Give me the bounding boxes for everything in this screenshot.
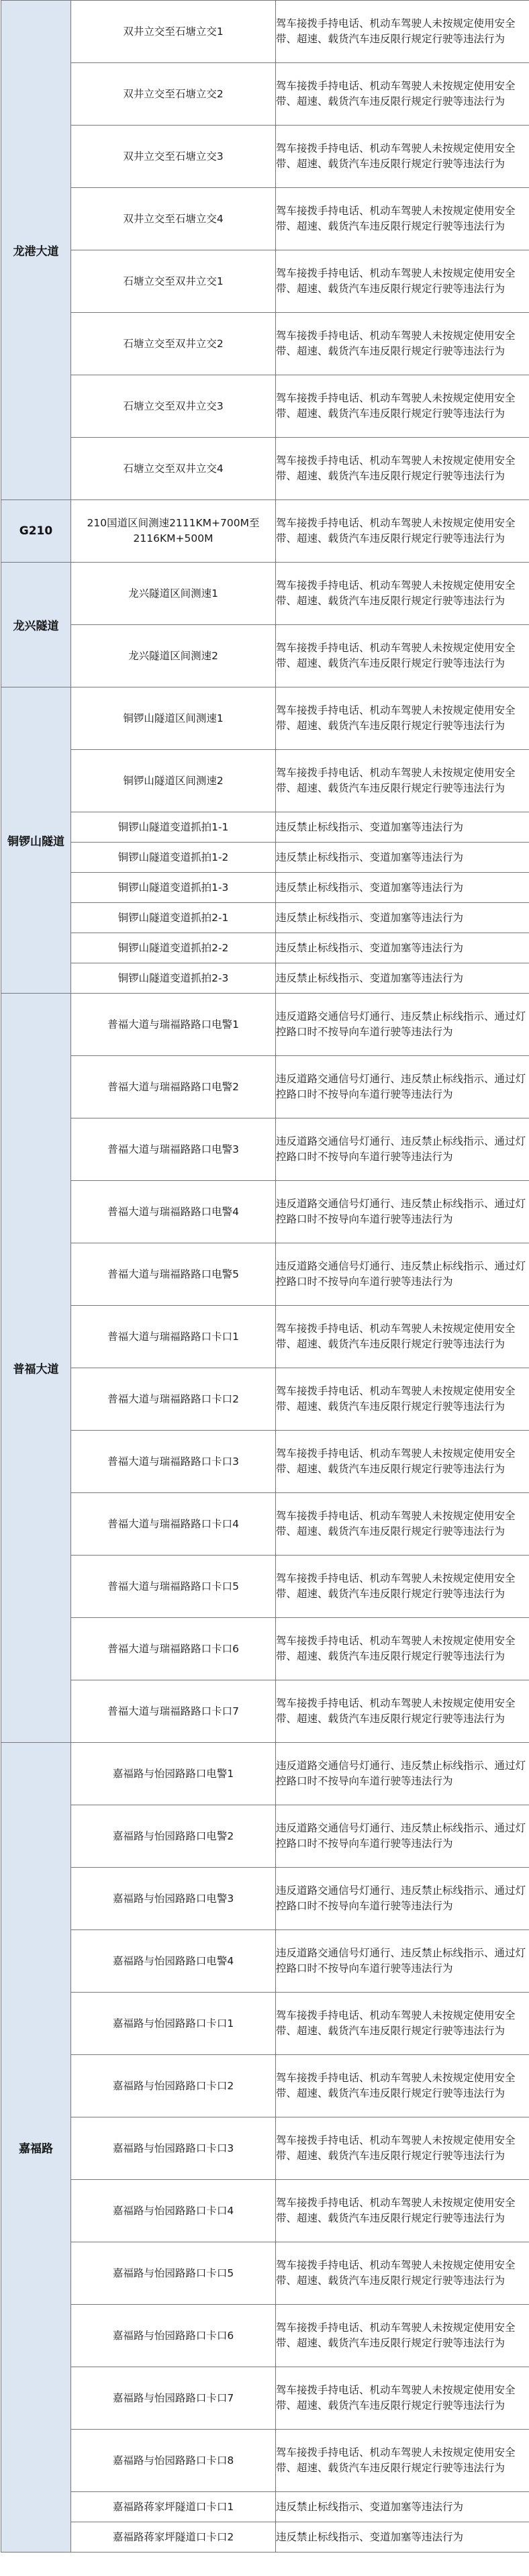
table-row bbox=[1, 1118, 529, 1181]
table-row bbox=[1, 375, 529, 438]
table-row bbox=[1, 933, 529, 963]
table-row bbox=[1, 1431, 529, 1493]
violation-behavior-cell: 驾车接拨手持电话、机动车驾驶人未按规定使用安全带、超速、载货汽车违反限行规定行驶等违法行为 bbox=[276, 188, 529, 250]
table-row bbox=[1, 903, 529, 933]
violation-behavior-cell: 驾车接拨手持电话、机动车驾驶人未按规定使用安全带、超速、载货汽车违反限行规定行驶等违法行为 bbox=[276, 2367, 529, 2430]
location-cell: 铜锣山隧道变道抓拍1-2 bbox=[71, 843, 276, 873]
location-cell: 嘉福路与怡园路路口卡口4 bbox=[71, 2180, 276, 2242]
violation-behavior-cell: 驾车接拨手持电话、机动车驾驶人未按规定使用安全带、超速、载货汽车违反限行规定行驶等违法行为 bbox=[276, 1306, 529, 1368]
location-cell: 铜锣山隧道变道抓拍2-3 bbox=[71, 963, 276, 994]
road-name-cell: 普福大道 bbox=[1, 994, 71, 1743]
violation-behavior-cell: 驾车接拨手持电话、机动车驾驶人未按规定使用安全带、超速、载货汽车违反限行规定行驶等违法行为 bbox=[276, 2305, 529, 2367]
violation-behavior-cell: 违反道路交通信号灯通行、违反禁止标线指示、通过灯控路口时不按导向车道行驶等违法行为 bbox=[276, 1743, 529, 1805]
violation-behavior-cell: 违反禁止标线指示、变道加塞等违法行为 bbox=[276, 933, 529, 963]
table-row bbox=[1, 1618, 529, 1680]
table-row bbox=[1, 2117, 529, 2180]
location-cell: 龙兴隧道区间测速1 bbox=[71, 563, 276, 625]
violation-behavior-cell: 驾车接拨手持电话、机动车驾驶人未按规定使用安全带、超速、载货汽车违反限行规定行驶等违法行为 bbox=[276, 2117, 529, 2180]
violation-behavior-cell: 驾车接拨手持电话、机动车驾驶人未按规定使用安全带、超速、载货汽车违反限行规定行驶等违法行为 bbox=[276, 1493, 529, 1556]
table-row bbox=[1, 1306, 529, 1368]
table-row bbox=[1, 500, 529, 563]
table-row bbox=[1, 1930, 529, 1993]
violation-behavior-cell: 驾车接拨手持电话、机动车驾驶人未按规定使用安全带、超速、载货汽车违反限行规定行驶等违法行为 bbox=[276, 375, 529, 438]
violation-behavior-cell: 驾车接拨手持电话、机动车驾驶人未按规定使用安全带、超速、载货汽车违反限行规定行驶等违法行为 bbox=[276, 313, 529, 375]
location-cell: 铜锣山隧道变道抓拍2-2 bbox=[71, 933, 276, 963]
table-row bbox=[1, 963, 529, 994]
table-row bbox=[1, 873, 529, 903]
location-cell: 嘉福路与怡园路路口电警1 bbox=[71, 1743, 276, 1805]
location-cell: 普福大道与瑞福路路口电警2 bbox=[71, 1056, 276, 1118]
violation-behavior-cell: 驾车接拨手持电话、机动车驾驶人未按规定使用安全带、超速、载货汽车违反限行规定行驶等违法行为 bbox=[276, 563, 529, 625]
table-row bbox=[1, 1056, 529, 1118]
table-row bbox=[1, 2492, 529, 2522]
location-cell: 铜锣山隧道变道抓拍1-1 bbox=[71, 812, 276, 843]
table-row bbox=[1, 994, 529, 1056]
road-name-cell: 龙兴隧道 bbox=[1, 563, 71, 687]
location-cell: 嘉福路蒋家坪隧道口卡口2 bbox=[71, 2522, 276, 2553]
table-row bbox=[1, 1, 529, 63]
violation-behavior-cell: 驾车接拨手持电话、机动车驾驶人未按规定使用安全带、超速、载货汽车违反限行规定行驶等违法行为 bbox=[276, 750, 529, 812]
location-cell: 铜锣山隧道变道抓拍1-3 bbox=[71, 873, 276, 903]
table-row bbox=[1, 63, 529, 126]
location-cell: 双井立交至石塘立交4 bbox=[71, 188, 276, 250]
location-cell: 普福大道与瑞福路路口电警4 bbox=[71, 1181, 276, 1243]
table-row bbox=[1, 843, 529, 873]
table-row bbox=[1, 2367, 529, 2430]
location-cell: 普福大道与瑞福路路口电警1 bbox=[71, 994, 276, 1056]
table-row bbox=[1, 1556, 529, 1618]
location-cell: 嘉福路与怡园路路口卡口6 bbox=[71, 2305, 276, 2367]
violation-behavior-cell: 违反道路交通信号灯通行、违反禁止标线指示、通过灯控路口时不按导向车道行驶等违法行为 bbox=[276, 1243, 529, 1306]
table-row bbox=[1, 1993, 529, 2055]
location-cell: 铜锣山隧道区间测速2 bbox=[71, 750, 276, 812]
table-row bbox=[1, 1493, 529, 1556]
table-row bbox=[1, 2055, 529, 2117]
violation-behavior-cell: 驾车接拨手持电话、机动车驾驶人未按规定使用安全带、超速、载货汽车违反限行规定行驶等违法行为 bbox=[276, 1368, 529, 1431]
violation-behavior-cell: 驾车接拨手持电话、机动车驾驶人未按规定使用安全带、超速、载货汽车违反限行规定行驶等违法行为 bbox=[276, 1618, 529, 1680]
violation-behavior-cell: 驾车接拨手持电话、机动车驾驶人未按规定使用安全带、超速、载货汽车违反限行规定行驶等违法行为 bbox=[276, 1431, 529, 1493]
violation-behavior-cell: 违反道路交通信号灯通行、违反禁止标线指示、通过灯控路口时不按导向车道行驶等违法行为 bbox=[276, 1118, 529, 1181]
location-cell: 嘉福路与怡园路路口卡口8 bbox=[71, 2430, 276, 2492]
violation-behavior-cell: 违反禁止标线指示、变道加塞等违法行为 bbox=[276, 963, 529, 994]
location-cell: 嘉福路与怡园路路口卡口2 bbox=[71, 2055, 276, 2117]
road-name-cell: G210 bbox=[1, 500, 71, 563]
violation-behavior-cell: 驾车接拨手持电话、机动车驾驶人未按规定使用安全带、超速、载货汽车违反限行规定行驶等违法行为 bbox=[276, 2242, 529, 2305]
location-cell: 普福大道与瑞福路路口卡口1 bbox=[71, 1306, 276, 1368]
violation-behavior-cell: 违反禁止标线指示、变道加塞等违法行为 bbox=[276, 843, 529, 873]
location-cell: 嘉福路与怡园路路口电警3 bbox=[71, 1868, 276, 1930]
table-row bbox=[1, 625, 529, 687]
location-cell: 普福大道与瑞福路路口卡口2 bbox=[71, 1368, 276, 1431]
location-cell: 210国道区间测速2111KM+700M至2116KM+500M bbox=[71, 500, 276, 563]
location-cell: 嘉福路与怡园路路口卡口7 bbox=[71, 2367, 276, 2430]
location-cell: 普福大道与瑞福路路口卡口4 bbox=[71, 1493, 276, 1556]
violation-behavior-cell: 驾车接拨手持电话、机动车驾驶人未按规定使用安全带、超速、载货汽车违反限行规定行驶等违法行为 bbox=[276, 500, 529, 563]
location-cell: 嘉福路与怡园路路口卡口1 bbox=[71, 1993, 276, 2055]
violation-behavior-cell: 违反禁止标线指示、变道加塞等违法行为 bbox=[276, 903, 529, 933]
location-cell: 普福大道与瑞福路路口卡口5 bbox=[71, 1556, 276, 1618]
table-row bbox=[1, 1743, 529, 1805]
location-cell: 普福大道与瑞福路路口卡口6 bbox=[71, 1618, 276, 1680]
location-cell: 嘉福路与怡园路路口电警2 bbox=[71, 1805, 276, 1868]
table-row bbox=[1, 563, 529, 625]
table-row bbox=[1, 812, 529, 843]
location-cell: 嘉福路与怡园路路口卡口3 bbox=[71, 2117, 276, 2180]
location-cell: 铜锣山隧道变道抓拍2-1 bbox=[71, 903, 276, 933]
violation-behavior-cell: 驾车接拨手持电话、机动车驾驶人未按规定使用安全带、超速、载货汽车违反限行规定行驶等违法行为 bbox=[276, 687, 529, 750]
table-row bbox=[1, 687, 529, 750]
location-cell: 普福大道与瑞福路路口电警5 bbox=[71, 1243, 276, 1306]
violation-behavior-cell: 违反道路交通信号灯通行、违反禁止标线指示、通过灯控路口时不按导向车道行驶等违法行为 bbox=[276, 1930, 529, 1993]
violation-behavior-cell: 驾车接拨手持电话、机动车驾驶人未按规定使用安全带、超速、载货汽车违反限行规定行驶等违法行为 bbox=[276, 63, 529, 126]
road-name-cell: 龙港大道 bbox=[1, 1, 71, 500]
table-row bbox=[1, 2522, 529, 2553]
location-cell: 龙兴隧道区间测速2 bbox=[71, 625, 276, 687]
table-row bbox=[1, 2242, 529, 2305]
violation-behavior-cell: 驾车接拨手持电话、机动车驾驶人未按规定使用安全带、超速、载货汽车违反限行规定行驶等违法行为 bbox=[276, 2430, 529, 2492]
table-row bbox=[1, 1805, 529, 1868]
location-cell: 石塘立交至双井立交4 bbox=[71, 438, 276, 500]
road-name-cell: 铜锣山隧道 bbox=[1, 687, 71, 994]
violation-behavior-cell: 驾车接拨手持电话、机动车驾驶人未按规定使用安全带、超速、载货汽车违反限行规定行驶等违法行为 bbox=[276, 250, 529, 313]
table-row bbox=[1, 1680, 529, 1743]
violation-behavior-cell: 违反道路交通信号灯通行、违反禁止标线指示、通过灯控路口时不按导向车道行驶等违法行为 bbox=[276, 1181, 529, 1243]
location-cell: 嘉福路蒋家坪隧道口卡口1 bbox=[71, 2492, 276, 2522]
location-cell: 铜锣山隧道区间测速1 bbox=[71, 687, 276, 750]
violation-behavior-cell: 驾车接拨手持电话、机动车驾驶人未按规定使用安全带、超速、载货汽车违反限行规定行驶等违法行为 bbox=[276, 1993, 529, 2055]
violation-behavior-cell: 驾车接拨手持电话、机动车驾驶人未按规定使用安全带、超速、载货汽车违反限行规定行驶等违法行为 bbox=[276, 2180, 529, 2242]
location-cell: 石塘立交至双井立交2 bbox=[71, 313, 276, 375]
table-row bbox=[1, 2180, 529, 2242]
location-cell: 双井立交至石塘立交1 bbox=[71, 1, 276, 63]
table-row bbox=[1, 1368, 529, 1431]
violation-behavior-cell: 违反禁止标线指示、变道加塞等违法行为 bbox=[276, 812, 529, 843]
violation-behavior-cell: 违反禁止标线指示、变道加塞等违法行为 bbox=[276, 873, 529, 903]
violation-behavior-cell: 违反道路交通信号灯通行、违反禁止标线指示、通过灯控路口时不按导向车道行驶等违法行为 bbox=[276, 994, 529, 1056]
table-row bbox=[1, 250, 529, 313]
table-row bbox=[1, 2430, 529, 2492]
location-cell: 普福大道与瑞福路路口卡口7 bbox=[71, 1680, 276, 1743]
violation-behavior-cell: 违反道路交通信号灯通行、违反禁止标线指示、通过灯控路口时不按导向车道行驶等违法行为 bbox=[276, 1868, 529, 1930]
violation-behavior-cell: 违反禁止标线指示、变道加塞等违法行为 bbox=[276, 2492, 529, 2522]
violation-behavior-cell: 违反道路交通信号灯通行、违反禁止标线指示、通过灯控路口时不按导向车道行驶等违法行为 bbox=[276, 1805, 529, 1868]
location-cell: 双井立交至石塘立交2 bbox=[71, 63, 276, 126]
table-row bbox=[1, 2305, 529, 2367]
location-cell: 嘉福路与怡园路路口电警4 bbox=[71, 1930, 276, 1993]
table-row bbox=[1, 313, 529, 375]
violation-behavior-cell: 违反禁止标线指示、变道加塞等违法行为 bbox=[276, 2522, 529, 2553]
table-row bbox=[1, 438, 529, 500]
location-cell: 石塘立交至双井立交3 bbox=[71, 375, 276, 438]
violation-behavior-cell: 驾车接拨手持电话、机动车驾驶人未按规定使用安全带、超速、载货汽车违反限行规定行驶等违法行为 bbox=[276, 438, 529, 500]
table-row bbox=[1, 750, 529, 812]
table-row bbox=[1, 1181, 529, 1243]
violation-behavior-cell: 驾车接拨手持电话、机动车驾驶人未按规定使用安全带、超速、载货汽车违反限行规定行驶等违法行为 bbox=[276, 126, 529, 188]
table-body bbox=[1, 1, 529, 2553]
location-cell: 普福大道与瑞福路路口卡口3 bbox=[71, 1431, 276, 1493]
location-cell: 双井立交至石塘立交3 bbox=[71, 126, 276, 188]
monitoring-points-table bbox=[1, 0, 529, 2553]
violation-behavior-cell: 违反道路交通信号灯通行、违反禁止标线指示、通过灯控路口时不按导向车道行驶等违法行为 bbox=[276, 1056, 529, 1118]
road-name-cell: 嘉福路 bbox=[1, 1743, 71, 2553]
location-cell: 普福大道与瑞福路路口电警3 bbox=[71, 1118, 276, 1181]
table-row bbox=[1, 188, 529, 250]
violation-behavior-cell: 驾车接拨手持电话、机动车驾驶人未按规定使用安全带、超速、载货汽车违反限行规定行驶等违法行为 bbox=[276, 1, 529, 63]
violation-behavior-cell: 驾车接拨手持电话、机动车驾驶人未按规定使用安全带、超速、载货汽车违反限行规定行驶等违法行为 bbox=[276, 2055, 529, 2117]
violation-behavior-cell: 驾车接拨手持电话、机动车驾驶人未按规定使用安全带、超速、载货汽车违反限行规定行驶等违法行为 bbox=[276, 625, 529, 687]
violation-behavior-cell: 驾车接拨手持电话、机动车驾驶人未按规定使用安全带、超速、载货汽车违反限行规定行驶等违法行为 bbox=[276, 1556, 529, 1618]
location-cell: 石塘立交至双井立交1 bbox=[71, 250, 276, 313]
location-cell: 嘉福路与怡园路路口卡口5 bbox=[71, 2242, 276, 2305]
table-row bbox=[1, 1868, 529, 1930]
table-row bbox=[1, 1243, 529, 1306]
table-row bbox=[1, 126, 529, 188]
violation-behavior-cell: 驾车接拨手持电话、机动车驾驶人未按规定使用安全带、超速、载货汽车违反限行规定行驶等违法行为 bbox=[276, 1680, 529, 1743]
